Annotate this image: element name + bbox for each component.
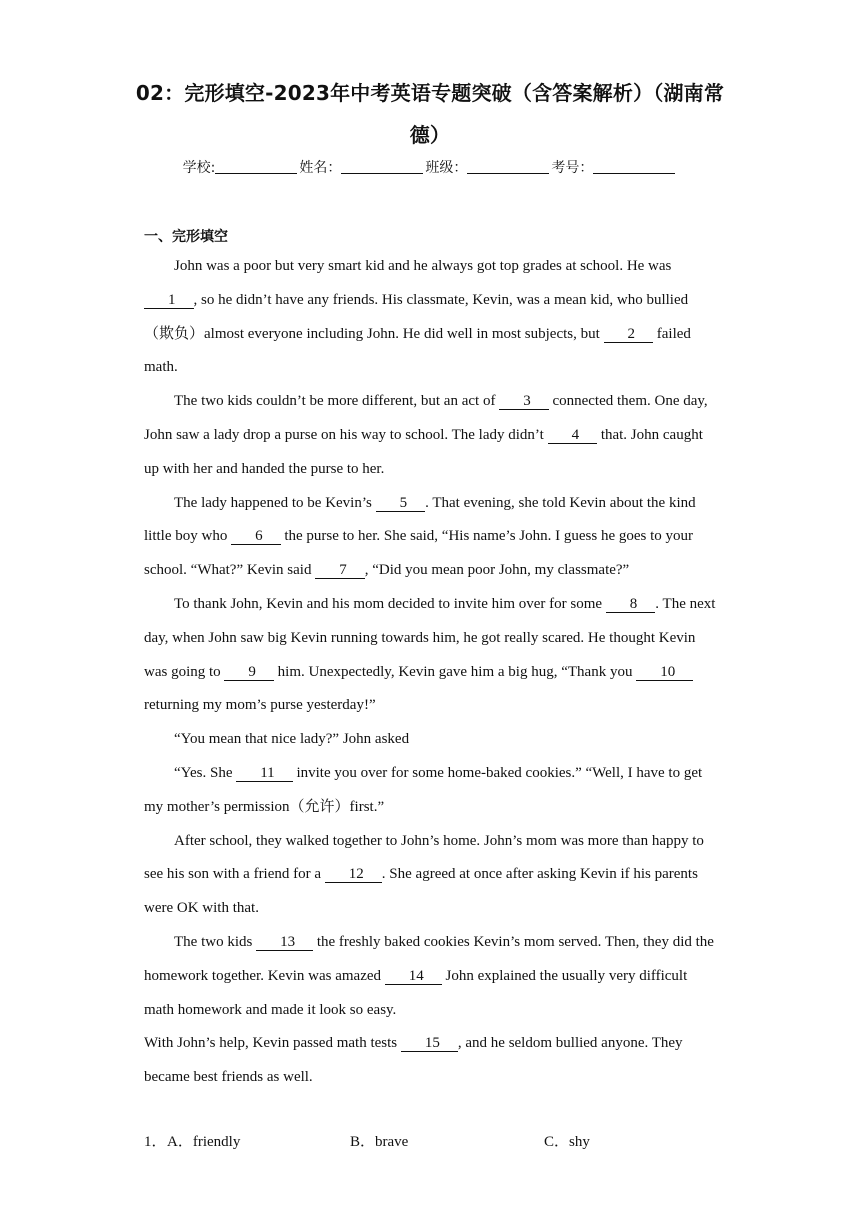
text: The two kids couldn’t be more different, but an act of [174,393,500,410]
paragraph-8 [144,926,716,1027]
section-title: 一、完形填空 [144,229,228,245]
blank-6: 6 [231,529,281,545]
blank-11: 11 [236,766,292,782]
blank-5: 5 [376,496,426,512]
blank-12: 12 [325,867,382,883]
paragraph-2 [144,385,716,486]
text: returning my mom’s purse yesterday!” [144,697,376,714]
cloze-passage [144,250,716,1095]
option-b: B．brave [350,1134,409,1150]
text: . The next day, when John saw big Kevin running towards him, he got really scared. He thought Kevin was going to [144,595,716,680]
text: failed math. [144,325,691,376]
class-blank [467,159,549,174]
text: . She agreed at once after asking Kevin if his parents were OK with that. [144,866,698,917]
school-blank [215,159,297,174]
school-label: 学校: [182,160,216,176]
text: him. Unexpectedly, Kevin gave him a big hug, “Thank you [273,663,637,680]
text: , “Did you mean poor John, my classmate?” [364,562,630,579]
exam-no-label: 考号： [551,160,594,176]
text: that. John caught up with her and handed the purse to her. [144,426,703,477]
blank-2: 2 [604,327,654,343]
paragraph-6 [144,757,716,825]
paragraph-9 [144,1027,716,1095]
text: John explained the usually very difficult math homework and made it look so easy. [144,967,688,1018]
document-title: 02：完形填空-2023年中考英语专题突破（含答案解析）（湖南常德） [135,81,725,147]
paragraph-5 [144,723,716,757]
text: the freshly baked cookies Kevin’s mom served. Then, they did the homework together. Kevin was amazed [144,933,714,984]
text: After school, they walked together to John’s home. John’s mom was more than happy to see his son with a friend for a [144,832,704,883]
blank-7: 7 [315,563,365,579]
blank-1: 1 [144,293,194,309]
blank-14: 14 [385,969,442,985]
paragraph-7 [144,825,716,926]
exam-no-blank [593,159,675,174]
text: , and he seldom bullied anyone. They became best friends as well. [144,1035,683,1086]
paragraph-3 [144,487,716,588]
text: , so he didn’t have any friends. His classmate, Kevin, was a mean kid, who bullied（欺负）almost everyone including John. He did well in most subjects, but [144,291,689,342]
text: . That evening, she told Kevin about the kind little boy who [144,494,696,545]
text: invite you over for some home-baked cookies.” “Well, I have to get my mother’s permission（允许）first.” [144,764,703,815]
question-number: 1． [144,1134,167,1150]
text: “Yes. She [174,764,237,781]
student-info-line [0,157,860,177]
blank-15: 15 [401,1036,458,1052]
name-blank [341,159,423,174]
text: connected them. One day, John saw a lady drop a purse on his way to school. The lady didn’t [144,393,708,443]
blank-9: 9 [224,665,274,681]
blank-3: 3 [499,394,549,410]
class-label: 班级： [425,160,468,176]
blank-8: 8 [606,597,656,613]
text: With John’s help, Kevin passed math tests [144,1035,401,1052]
blank-4: 4 [548,428,598,444]
option-c: C．shy [544,1134,590,1150]
text: The lady happened to be Kevin’s [174,494,376,511]
blank-10: 10 [636,665,693,681]
text: John was a poor but very smart kid and he always got top grades at school. He was [174,258,672,274]
option-a: A．friendly [167,1134,241,1150]
text: To thank John, Kevin and his mom decided to invite him over for some [174,595,606,612]
text: the purse to her. She said, “His name’s John. I guess he goes to your school. “What?” Kevin said [144,528,694,579]
paragraph-1 [144,250,716,385]
text: “You mean that nice lady?” John asked [174,731,410,748]
paragraph-4 [144,588,716,723]
text: The two kids [174,933,257,950]
name-label: 姓名： [299,160,342,176]
blank-13: 13 [256,935,313,951]
